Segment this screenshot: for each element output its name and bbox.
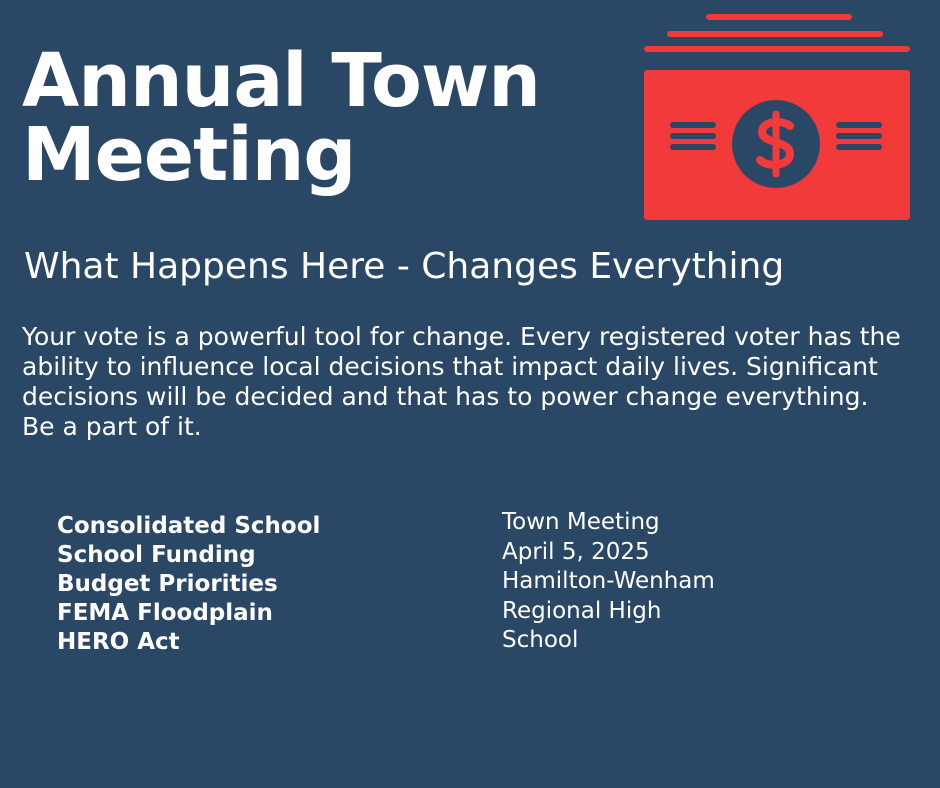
body-paragraph: Your vote is a powerful tool for change. Every registered voter has the ability to influence local decisions that impact daily lives. Significant decisions will be decided and that has to power change everything. Be a part of it. [22,322,901,441]
details-line: Hamilton-Wenham [502,568,715,594]
title-line-1: Annual Town [22,38,540,124]
topic-item: FEMA Floodplain [57,600,273,626]
meeting-details [502,508,742,656]
topic-list [57,512,320,657]
topic-item: Consolidated School [57,513,321,539]
details-line: School [502,627,579,653]
details-line: April 5, 2025 [502,538,650,565]
details-line: Town Meeting [502,509,660,535]
details-line: Regional High [502,597,662,624]
title-line-2: Meeting [22,112,356,198]
page-title [22,38,622,198]
money-bill-icon [640,10,912,224]
topic-item: HERO Act [57,629,180,655]
topic-item: Budget Priorities [57,571,278,597]
topic-item: School Funding [57,542,256,568]
subtitle: What Happens Here - Changes Everything [24,246,785,287]
